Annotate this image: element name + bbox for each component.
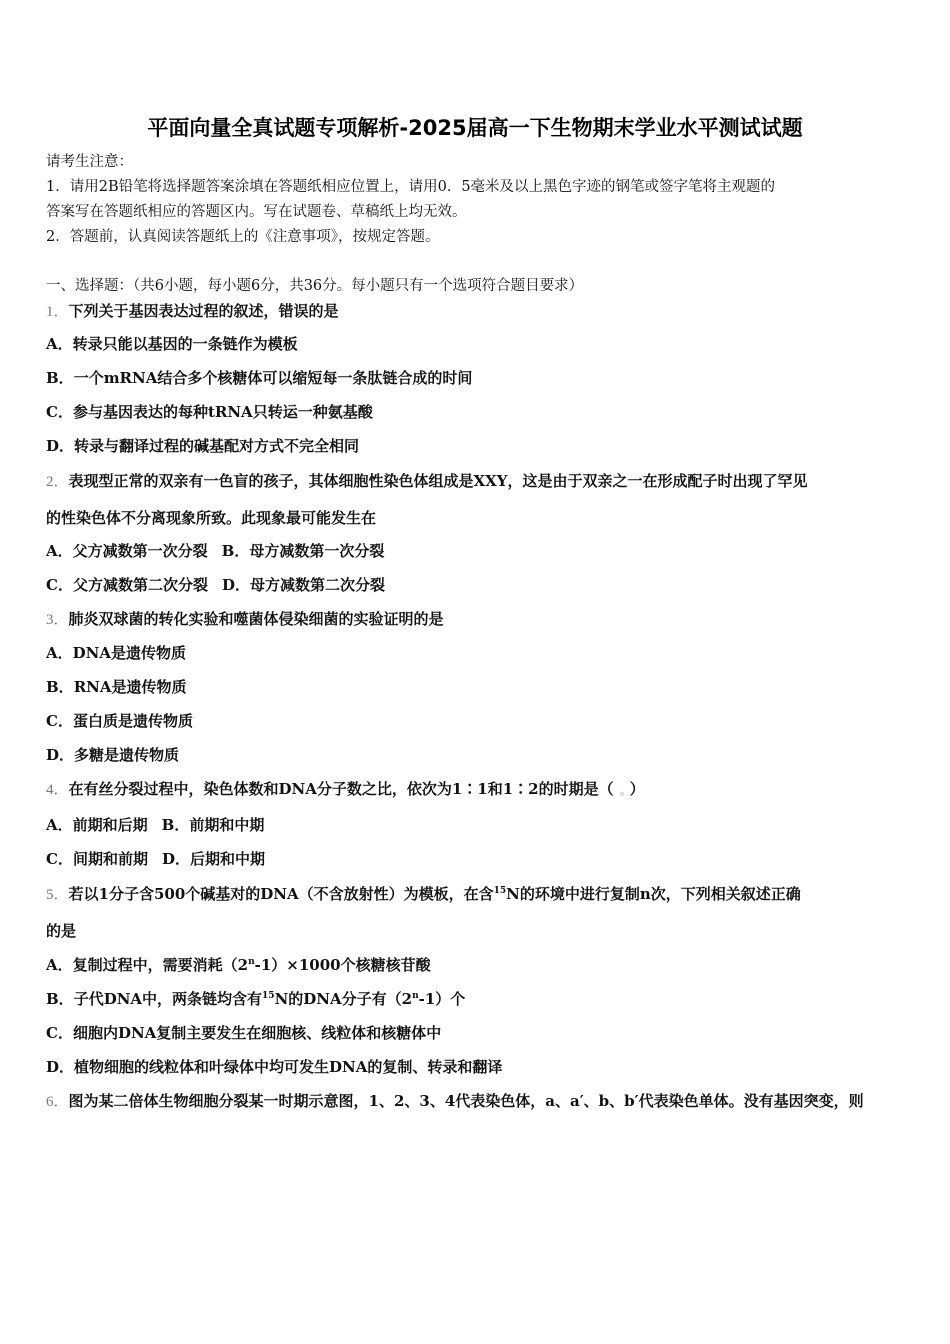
option-text: 植物细胞的线粒体和叶绿体中均可发生DNA的复制、转录和翻译 (74, 1058, 503, 1076)
question-text: 的是 (46, 922, 77, 940)
question-stem-continued (46, 922, 76, 940)
option-letter: B． (46, 678, 74, 696)
question-text: 图为某二倍体生物细胞分裂某一时期示意图，1、2、3、4代表染色体，a、a′、b、b′代表染色单体。没有基因突变，则 (68, 1092, 864, 1110)
option-letter: C． (46, 403, 73, 421)
option-letter: C． (46, 576, 73, 594)
option-text: 后期和中期 (189, 850, 265, 868)
question-stem (46, 302, 339, 321)
question-stem (46, 472, 808, 491)
answer-blank (620, 792, 624, 796)
section-heading: 一、选择题：（共6小题，每小题6分，共36分。每小题只有一个选项符合题目要求） (46, 278, 584, 294)
option-letter: A． (46, 644, 73, 662)
option-text: 前期和中期 (189, 816, 265, 834)
option-item (46, 437, 359, 455)
question-text: N的环境中进行复制n次，下列相关叙述正确 (506, 885, 801, 903)
option-text: 间期和前期 (72, 850, 148, 868)
question-stem (46, 780, 645, 799)
option-text: 转录只能以基因的一条链作为模板 (72, 335, 298, 353)
option-letter: A． (46, 816, 73, 834)
option-letter: C． (46, 712, 73, 730)
option-text: DNA是遗传物质 (72, 644, 186, 662)
option-text: -1）个 (418, 990, 466, 1008)
option-text: 蛋白质是遗传物质 (72, 712, 193, 730)
superscript: n (248, 957, 255, 967)
option-item (46, 990, 465, 1008)
option-letter: B． (46, 369, 74, 387)
question-text: 的性染色体不分离现象所致。此现象最可能发生在 (46, 509, 377, 527)
option-item (46, 403, 373, 421)
option-letter: C． (46, 1024, 73, 1042)
option-text: 母方减数第二次分裂 (249, 576, 385, 594)
option-letter: D． (46, 437, 75, 455)
question-stem (46, 610, 444, 629)
option-item (46, 369, 472, 387)
question-number: 4． (46, 782, 69, 798)
notice-item: 2．答题前，认真阅读答题纸上的《注意事项》，按规定答题。 (46, 229, 440, 245)
question-text: 表现型正常的双亲有一色盲的孩子，其体细胞性染色体组成是XXY，这是由于双亲之一在形成配子时出现了罕见 (68, 472, 808, 490)
option-item (46, 746, 179, 764)
option-row (46, 816, 264, 834)
option-text: 多糖是遗传物质 (74, 746, 180, 764)
option-item (46, 1024, 441, 1042)
option-letter: B． (221, 542, 250, 560)
question-text-end: ） (629, 780, 645, 798)
option-item (46, 1058, 502, 1076)
option-item (46, 678, 187, 696)
option-letter: D． (46, 1058, 75, 1076)
option-text: 前期和后期 (72, 816, 148, 834)
question-text: 肺炎双球菌的转化实验和噬菌体侵染细菌的实验证明的是 (68, 610, 444, 628)
page-title: 平面向量全真试题专项解析-2025届高一下生物期末学业水平测试试题 (147, 116, 803, 140)
option-letter: B． (161, 816, 190, 834)
option-letter: A． (46, 956, 73, 974)
question-number: 1． (46, 304, 69, 320)
option-text: 转录与翻译过程的碱基配对方式不完全相同 (74, 437, 360, 455)
question-stem-continued (46, 509, 376, 527)
option-text: 参与基因表达的每种tRNA只转运一种氨基酸 (72, 403, 373, 421)
notice-item: 答案写在答题纸相应的答题区内。写在试题卷、草稿纸上均无效。 (46, 204, 467, 220)
option-text: -1）×1000个核糖核苷酸 (254, 956, 431, 974)
question-stem (46, 1092, 864, 1111)
question-number: 3． (46, 612, 69, 628)
option-text: 一个mRNA结合多个核糖体可以缩短每一条肽链合成的时间 (73, 369, 473, 387)
question-number: 2． (46, 474, 69, 490)
option-text: N的DNA分子有（2 (274, 990, 413, 1008)
option-letter: A． (46, 542, 73, 560)
option-letter: A． (46, 335, 73, 353)
superscript: n (412, 991, 419, 1001)
option-letter: D． (221, 576, 250, 594)
superscript: 15 (493, 886, 507, 896)
question-text: 下列关于基因表达过程的叙述，错误的是 (68, 302, 339, 320)
option-text: 复制过程中，需要消耗（2 (72, 956, 249, 974)
option-row (46, 542, 384, 560)
option-item (46, 335, 298, 353)
superscript: 15 (262, 991, 275, 1001)
question-number: 5． (46, 887, 69, 903)
option-letter: B． (46, 990, 74, 1008)
option-letter: D． (46, 746, 75, 764)
option-text: 父方减数第一次分裂 (72, 542, 208, 560)
option-letter: D． (161, 850, 190, 868)
option-text: 父方减数第二次分裂 (72, 576, 208, 594)
question-text: 若以1分子含500个碱基对的DNA（不含放射性）为模板，在含 (68, 885, 494, 903)
option-item (46, 956, 431, 974)
question-stem (46, 885, 801, 904)
option-text: RNA是遗传物质 (73, 678, 187, 696)
option-text: 母方减数第一次分裂 (249, 542, 385, 560)
option-row (46, 576, 385, 594)
notice-heading: 请考生注意： (46, 154, 133, 170)
option-item (46, 712, 193, 730)
option-text: 子代DNA中，两条链均含有 (73, 990, 263, 1008)
question-text: 在有丝分裂过程中，染色体数和DNA分子数之比，依次为1∶1和1∶2的时期是（ (68, 780, 614, 798)
question-number: 6． (46, 1094, 69, 1110)
option-item (46, 644, 186, 662)
notice-item: 1．请用2B铅笔将选择题答案涂填在答题纸相应位置上，请用0．5毫米及以上黑色字迹的钢笔或签字笔将主观题的 (46, 179, 776, 195)
option-text: 细胞内DNA复制主要发生在细胞核、线粒体和核糖体中 (72, 1024, 442, 1042)
option-row (46, 850, 265, 868)
option-letter: C． (46, 850, 73, 868)
